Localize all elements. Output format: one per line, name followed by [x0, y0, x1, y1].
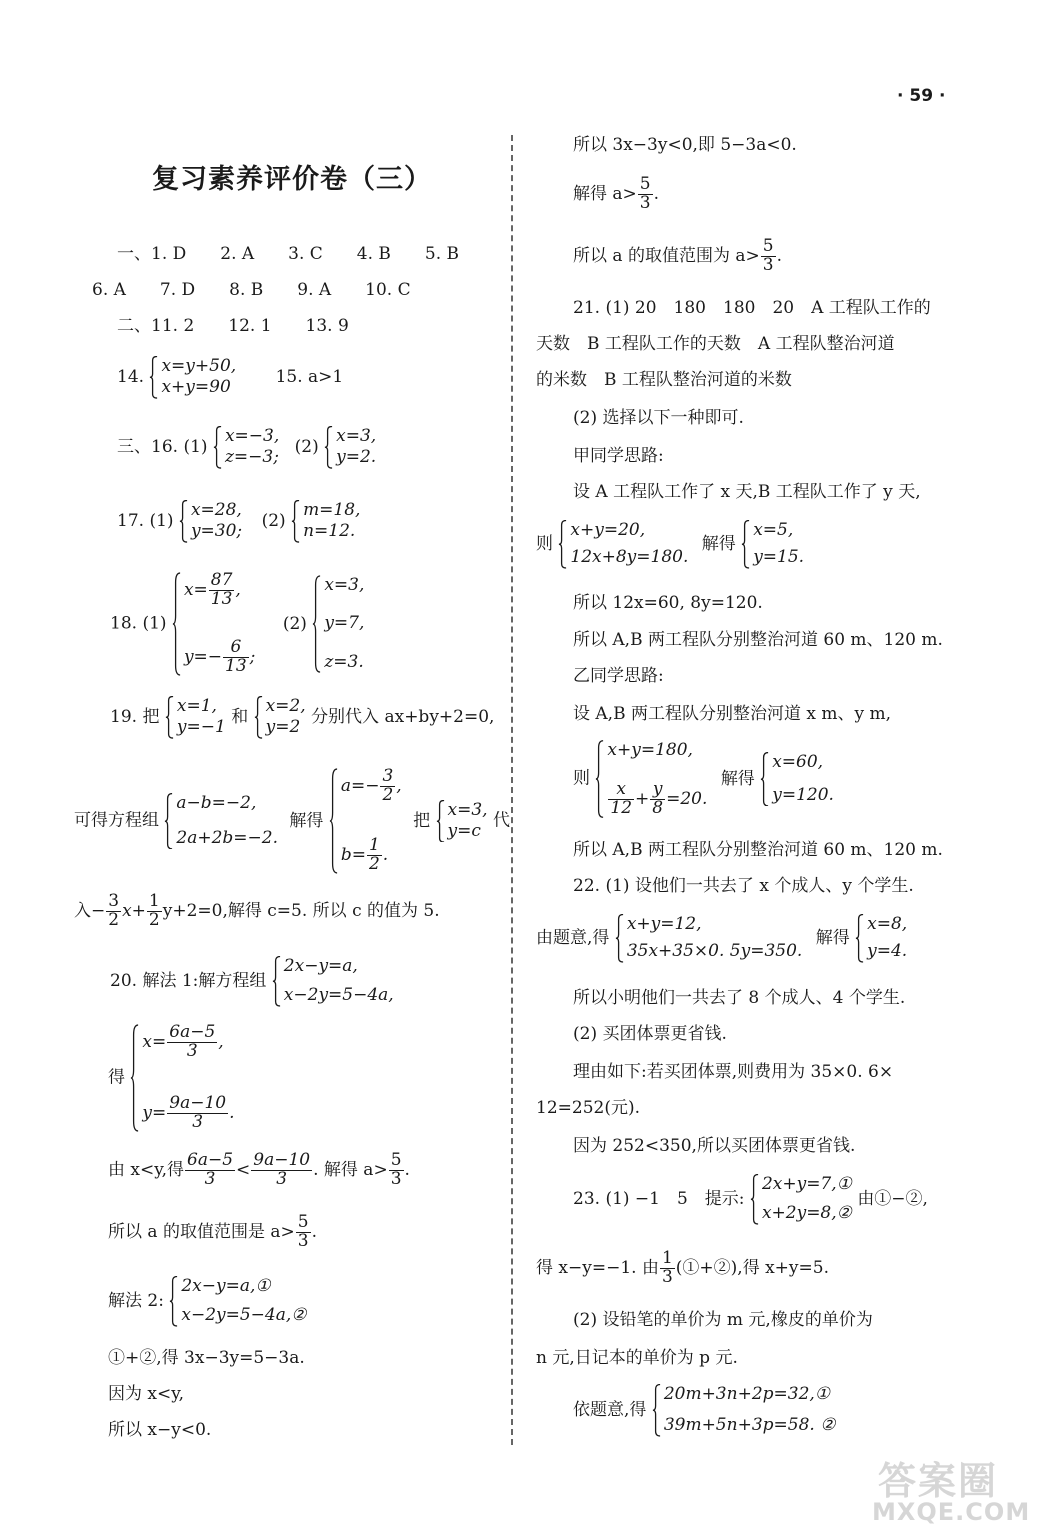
answer-14 — [117, 356, 343, 399]
q21-system-2: 则 x+y=180, $\frac{x}{12}$ + $\frac{y}{8}$ =20. 解得 x=60, y=120. — [573, 740, 834, 819]
q21-line-5: 甲同学思路: — [573, 446, 664, 466]
q23-system: 依题意,得 20m+3n+2p=32,① 39m+5n+3p=58. ② — [573, 1384, 836, 1436]
answers-mc-row-1: 一、1. D 2. A 3. C 4. B 5. B — [117, 244, 460, 264]
q22-line-6: 12=252(元). — [536, 1098, 640, 1118]
q14-system: x=y+50, x+y=90 — [149, 356, 236, 399]
answer-20-line-7: 因为 x<y, — [108, 1384, 184, 1404]
column-divider — [511, 135, 513, 1445]
answer-19-line-3: 入− $\frac{3}{2}$ x+ $\frac{1}{2}$ y+2=0,解得 c=5. 所以 c 的值为 5. — [74, 891, 440, 930]
answers-fill-row: 二、11. 2 12. 1 13. 9 — [117, 316, 349, 336]
answer-19-line-2: 可得方程组 a−b=−2, 2a+2b=−2. 解得 a=− $\frac{3}{2}$ , b= $\frac{1}{2}$ . 把 x=3, y=c 代 — [74, 766, 510, 875]
answer-17: 17. (1) x=28, y=30; (2) m=18, n=12. — [117, 500, 361, 542]
q21-line-13: 所以 A,B 两工程队分别整治河道 60 m、120 m. — [573, 840, 943, 860]
answers-mc-row-2: 6. A 7. D 8. B 9. A 10. C — [92, 280, 411, 300]
q23-line-2: 得 x−y=−1. 由 $\frac{1}{3}$ (①+②),得 x+y=5. — [536, 1248, 829, 1287]
answer-20-inequality: 由 x<y,得 $\frac{6a-5}{3}$ < $\frac{9a-10}{3}$ . 解得 a> $\frac{5}{3}$ . — [108, 1150, 410, 1189]
q22-line-7: 因为 252<350,所以买团体票更省钱. — [573, 1136, 856, 1156]
q22-line-3: 所以小明他们一共去了 8 个成人、4 个学生. — [573, 988, 906, 1008]
q21-system-1: 则 x+y=20, 12x+8y=180. 解得 x=5, y=15. — [536, 520, 805, 568]
r-line-3: 所以 a 的取值范围为 a> $\frac{5}{3}$ . — [573, 236, 782, 275]
q21-line-6: 设 A 工程队工作了 x 天,B 工程队工作了 y 天, — [573, 482, 921, 502]
q23-line-1: 23. (1) −1 5 提示: 2x+y=7,① x+2y=8,② 由①−②, — [573, 1174, 928, 1224]
q21-line-9: 所以 A,B 两工程队分别整治河道 60 m、120 m. — [573, 630, 943, 650]
answer-20-method-1: 20. 解法 1:解方程组 2x−y=a, x−2y=5−4a, — [110, 956, 394, 1006]
q21-line-4: (2) 选择以下一种即可. — [573, 408, 744, 428]
q21-line-8: 所以 12x=60, 8y=120. — [573, 593, 763, 613]
answer-20-line-8: 所以 x−y<0. — [108, 1420, 212, 1440]
page-number: · 59 · — [897, 86, 946, 106]
answer-20-line-6: ①+②,得 3x−3y=5−3a. — [108, 1348, 305, 1368]
answer-20-result: 得 x= $\frac{6a-5}{3}$ , y= $\frac{9a-10}{3}$ . — [108, 1022, 235, 1133]
q23-line-4: n 元,日记本的单价为 p 元. — [536, 1348, 738, 1368]
page-title: 复习素养评价卷（三） — [152, 164, 432, 195]
r-line-2: 解得 a> $\frac{5}{3}$ . — [573, 174, 660, 213]
q22-line-1: 22. (1) 设他们一共去了 x 个成人、y 个学生. — [573, 876, 914, 896]
answer-16: 三、16. (1) x=−3, z=−3; (2) x=3, y=2. — [117, 426, 377, 468]
q21-line-1: 21. (1) 20 180 180 20 A 工程队工作的 — [573, 298, 931, 318]
q21-line-11: 设 A,B 两工程队分别整治河道 x m、y m, — [573, 704, 892, 724]
q22-line-4: (2) 买团体票更省钱. — [573, 1024, 727, 1044]
watermark-logo: 答案圈 — [878, 1459, 999, 1503]
q14-label: 14. — [117, 366, 145, 387]
answer-15: 15. a>1 — [275, 366, 344, 387]
answer-19-line-1: 19. 把 x=1, y=−1 和 x=2, y=2 分别代入 ax+by+2=0, — [110, 696, 495, 738]
q22-line-5: 理由如下:若买团体票,则费用为 35×0. 6× — [573, 1062, 894, 1082]
watermark-url: MXQE.COM — [872, 1498, 1031, 1526]
q21-line-10: 乙同学思路: — [573, 666, 664, 686]
q21-line-3: 的米数 B 工程队整治河道的米数 — [536, 370, 792, 390]
q23-line-3: (2) 设铅笔的单价为 m 元,橡皮的单价为 — [573, 1310, 873, 1330]
q22-system: 由题意,得 x+y=12, 35x+35×0. 5y=350. 解得 x=8, y=4. — [536, 914, 908, 962]
answer-18: 18. (1) x= $\frac{87}{13}$ , y=− $\frac{6}{13}$ ; (2) x=3, y=7, z=3. — [110, 570, 365, 677]
answer-20-range: 所以 a 的取值范围是 a> $\frac{5}{3}$ . — [108, 1212, 317, 1251]
q21-line-2: 天数 B 工程队工作的天数 A 工程队整治河道 — [536, 334, 895, 354]
answer-20-method-2: 解法 2: 2x−y=a,① x−2y=5−4a,② — [108, 1276, 307, 1326]
r-line-1: 所以 3x−3y<0,即 5−3a<0. — [573, 135, 797, 155]
